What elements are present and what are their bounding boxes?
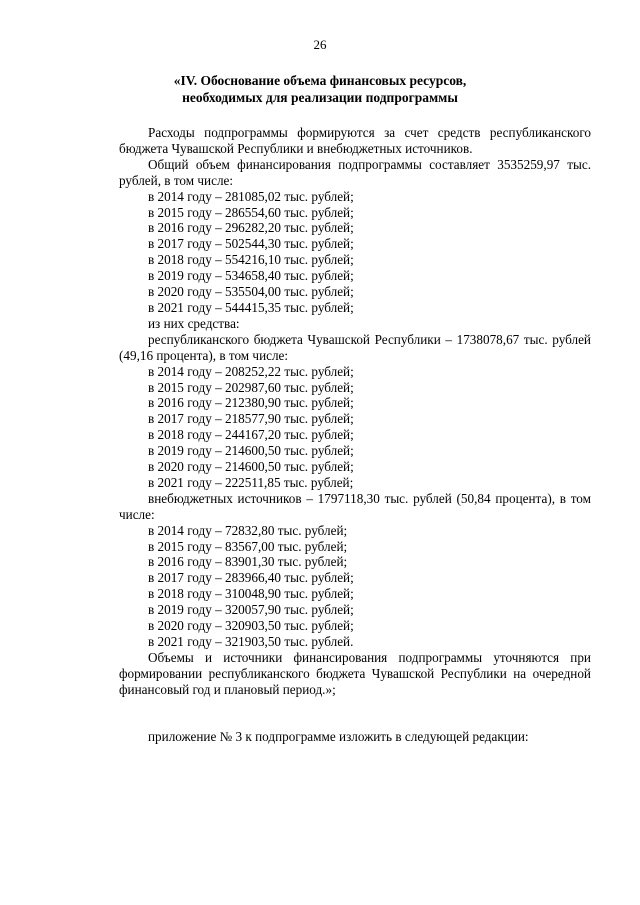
list-item: в 2020 году – 535504,00 тыс. рублей;: [148, 284, 354, 300]
total-by-year-list: [119, 189, 591, 316]
list-item: в 2014 году – 281085,02 тыс. рублей;: [148, 188, 354, 204]
extrabudgetary-by-year-list: [119, 523, 591, 650]
list-item: в 2020 году – 214600,50 тыс. рублей;: [148, 459, 354, 475]
list-item: в 2019 году – 534658,40 тыс. рублей;: [148, 268, 354, 284]
paragraph-republic-budget: республиканского бюджета Чувашской Республики – 1738078,67 тыс. рублей (49,16 процента), в том числе:: [119, 331, 591, 363]
paragraph-appendix: приложение № 3 к подпрограмме изложить в следующей редакции:: [148, 728, 529, 744]
list-item: в 2021 году – 321903,50 тыс. рублей.: [148, 634, 354, 649]
list-item: в 2015 году – 202987,60 тыс. рублей;: [148, 379, 354, 395]
list-item: в 2017 году – 502544,30 тыс. рублей;: [148, 236, 354, 252]
body-text: [119, 125, 591, 745]
section-heading: [120, 72, 520, 106]
list-item: в 2018 году – 554216,10 тыс. рублей;: [148, 252, 354, 268]
page-number: 26: [313, 37, 327, 52]
list-item: в 2014 году – 72832,80 тыс. рублей;: [148, 522, 348, 538]
paragraph-clarification: Объемы и источники финансирования подпрограммы уточняются при формировании республиканского бюджета Чувашской Республики на очередной финансовый год и плановый период.»;: [119, 649, 591, 697]
list-item: в 2020 году – 320903,50 тыс. рублей;: [148, 618, 354, 634]
list-item: в 2017 году – 218577,90 тыс. рублей;: [148, 411, 354, 427]
list-item: в 2018 году – 244167,20 тыс. рублей;: [148, 427, 354, 443]
list-item: в 2018 году – 310048,90 тыс. рублей;: [148, 586, 354, 602]
paragraph-of-which: из них средства:: [148, 315, 240, 331]
list-item: в 2021 году – 222511,85 тыс. рублей;: [148, 474, 354, 490]
list-item: в 2017 году – 283966,40 тыс. рублей;: [148, 570, 354, 586]
list-item: в 2015 году – 286554,60 тыс. рублей;: [148, 204, 354, 220]
paragraph-spacer: [119, 698, 591, 729]
republic-by-year-list: [119, 364, 591, 491]
list-item: в 2019 году – 214600,50 тыс. рублей;: [148, 443, 354, 459]
list-item: в 2019 году – 320057,90 тыс. рублей;: [148, 602, 354, 618]
list-item: в 2021 году – 544415,35 тыс. рублей;: [148, 299, 354, 315]
list-item: в 2016 году – 83901,30 тыс. рублей;: [148, 554, 348, 570]
paragraph-total: Общий объем финансирования подпрограммы составляет 3535259,97 тыс. рублей, в том числе:: [119, 156, 591, 188]
section-heading-line-1: «IV. Обоснование объема финансовых ресурсов,: [173, 73, 467, 88]
list-item: в 2016 году – 212380,90 тыс. рублей;: [148, 395, 354, 411]
list-item: в 2014 году – 208252,22 тыс. рублей;: [148, 363, 354, 379]
paragraph-intro: Расходы подпрограммы формируются за счет средств республиканского бюджета Чувашской Республики и внебюджетных источников.: [119, 125, 591, 156]
paragraph-extrabudgetary: внебюджетных источников – 1797118,30 тыс. рублей (50,84 процента), в том числе:: [119, 490, 591, 522]
section-heading-line-2: необходимых для реализации подпрограммы: [182, 90, 458, 105]
list-item: в 2016 году – 296282,20 тыс. рублей;: [148, 220, 354, 236]
list-item: в 2015 году – 83567,00 тыс. рублей;: [148, 538, 348, 554]
